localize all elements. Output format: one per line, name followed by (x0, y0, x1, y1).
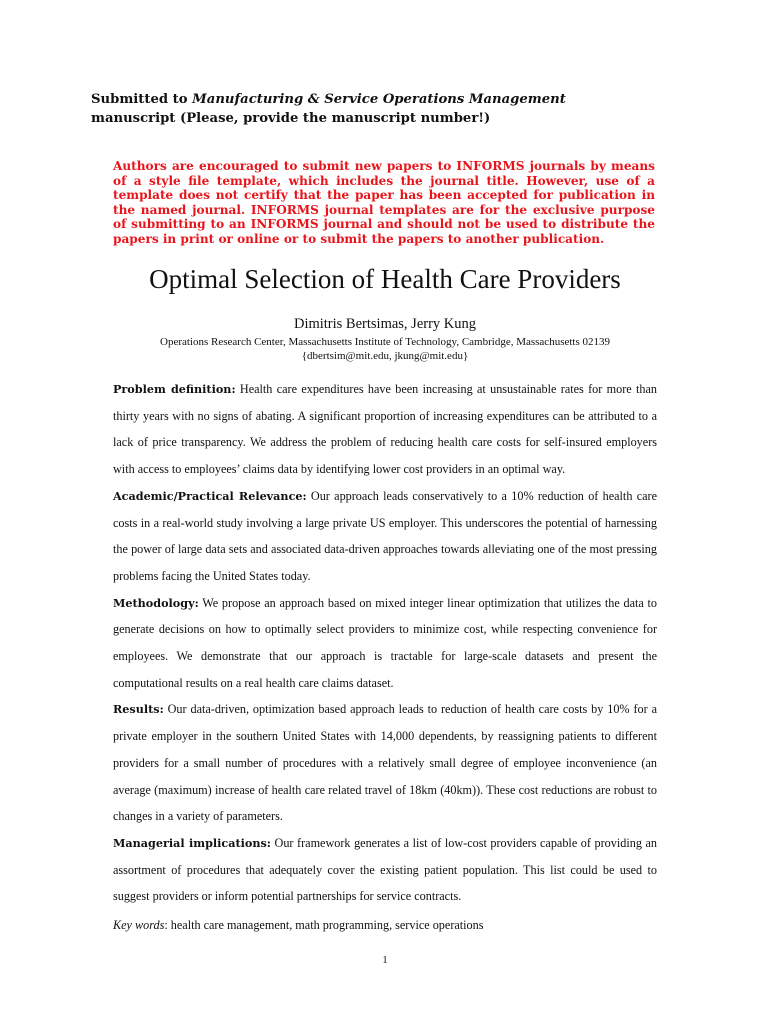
page-number: 1 (382, 955, 388, 966)
abstract-implications (113, 830, 657, 910)
abstract-methodology (113, 590, 657, 697)
keywords-label: Key words (113, 918, 165, 932)
authors: Dimitris Bertsimas, Jerry Kung (293, 316, 477, 332)
section-label: Managerial implications: (113, 835, 271, 850)
section-text: Health care expenditures have been increasing at unsustainable rates for more than thirty years with no signs of abating. A significant proportion of increasing expenditures can be attributed to a lack of price transparency. We address the problem of reducing health care costs for self-insured employers with access to employees’ claims data by identifying lower cost providers in an optimal way. (113, 382, 657, 477)
submission-prefix: Submitted to (91, 92, 193, 107)
keywords-text: : health care management, math programming, service operations (164, 918, 484, 932)
manuscript-line: manuscript (Please, provide the manuscript number!) (91, 111, 491, 126)
submission-line (91, 90, 691, 109)
template-notice: Authors are encouraged to submit new papers to INFORMS journals by means of a style file template, which includes the journal title. However, use of a template does not certify that the paper has been accepted for publication in the named journal. INFORMS journal templates are for the exclusive purpose of submitting to an INFORMS journal and should not be used to distribute the papers in print or online or to submit the papers to another publication. (113, 159, 655, 246)
affiliation-block (0, 335, 770, 363)
affiliation: Operations Research Center, Massachusetts Institute of Technology, Cambridge, Massachusetts 02139 (160, 336, 610, 348)
section-text: Our framework generates a list of low-cost providers capable of providing an assortment of procedures that adequately cover the existing patient population. This list could be used to suggest providers or inform potential partnerships for service contracts. (113, 835, 658, 904)
abstract-results (113, 696, 657, 830)
abstract (113, 376, 657, 910)
section-label: Problem definition: (113, 382, 236, 396)
section-label: Academic/Practical Relevance: (113, 488, 307, 503)
paper-title: Optimal Selection of Health Care Providers (149, 264, 621, 294)
abstract-relevance (113, 483, 657, 590)
author-emails: {dbertsim@mit.edu, jkung@mit.edu} (301, 350, 469, 362)
section-text: Our approach leads conservatively to a 10% reduction of health care costs in a real-world study involving a large private US employer. This underscores the potential of harnessing the power of large data sets and associated data-driven approaches towards alleviating one of the most pressing problems facing the United States today. (113, 488, 657, 583)
journal-header (91, 90, 691, 128)
journal-name: Manufacturing & Service Operations Management (192, 92, 566, 107)
section-text: We propose an approach based on mixed integer linear optimization that utilizes the data to generate decisions on how to optimally select providers to minimize cost, while respecting convenience for employees. We demonstrate that our approach is tractable for large-scale datasets and present the computational results on a real health care claims dataset. (113, 595, 657, 690)
keywords (113, 918, 657, 933)
abstract-problem-definition (113, 376, 657, 483)
section-label: Methodology: (113, 595, 199, 610)
section-label: Results: (113, 702, 164, 717)
section-text: Our data-driven, optimization based approach leads to reduction of health care costs by 10% for a private employer in the southern United States with 14,000 dependents, by reassigning patients to different providers for a small number of procedures with a relatively small degree of employee inconvenience (an average (maximum) increase of health care related travel of 18km (40km)). These cost reductions are robust to changes in a variety of parameters. (113, 702, 657, 824)
